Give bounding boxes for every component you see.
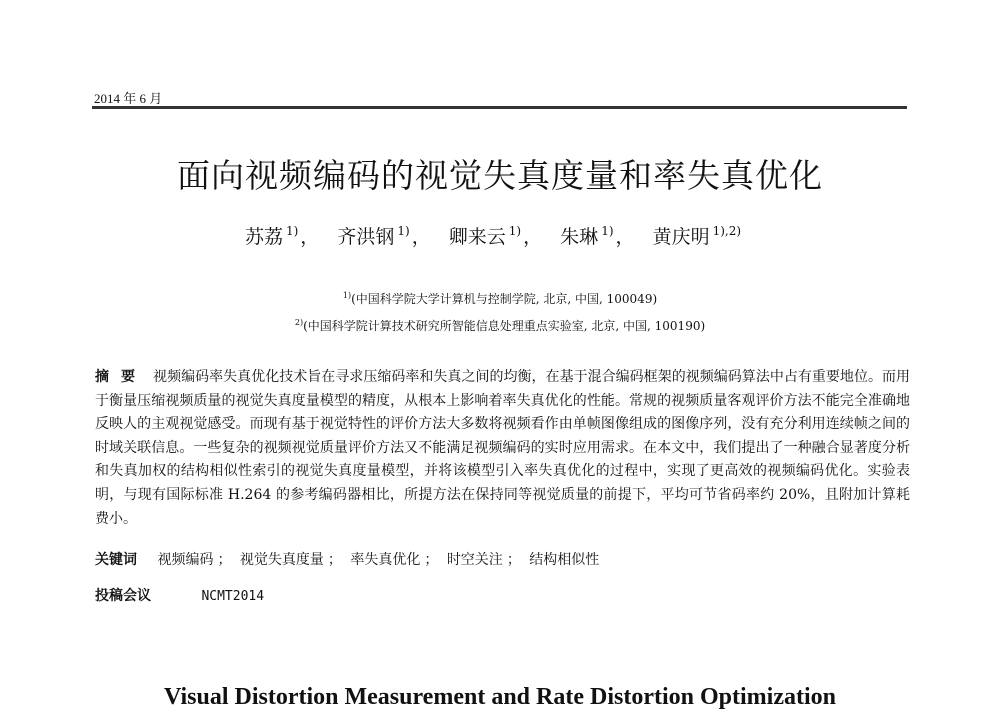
author-affil-mark: 1) (285, 224, 299, 238)
submission-conference (95, 585, 264, 605)
conference-label: 投稿会议 (95, 588, 151, 604)
keyword: 视频编码 (157, 552, 214, 568)
author-separator: ， (300, 226, 320, 248)
affiliation-mark: 2) (294, 318, 304, 327)
author (245, 222, 331, 249)
author (653, 222, 755, 249)
author (337, 222, 442, 249)
author-name: 苏荔 (244, 226, 283, 248)
author-name: 黄庆明 (652, 226, 710, 248)
author (560, 222, 646, 249)
author-list (0, 222, 1000, 249)
keyword-separator: ； (506, 552, 521, 568)
author-separator: ， (615, 226, 635, 248)
keyword: 视觉失真度量 (239, 552, 324, 568)
keyword: 时空关注 (446, 552, 503, 568)
author-affil-mark: 1),2) (712, 224, 742, 238)
conference-value: NCMT2014 (201, 589, 265, 604)
author-affil-mark: 1) (397, 224, 410, 238)
author-affil-mark: 1) (508, 224, 522, 238)
keyword-separator: ； (217, 552, 232, 568)
author (449, 222, 554, 249)
author-affil-mark: 1) (601, 224, 614, 238)
keywords (95, 549, 599, 569)
page-title: 面向视频编码的视觉失真度量和率失真优化 (177, 156, 823, 195)
affiliation-mark: 1) (342, 291, 352, 300)
abstract-text: 视频编码率失真优化技术旨在寻求压缩码率和失真之间的均衡，在基于混合编码框架的视频编码算法中占有重要地位。而用于衡量压缩视频质量的视觉失真度量模型的精度，从根本上影响着率失真优化的性能。常规的视频质量客观评价方法不能完全准确地反映人的主观视觉感受。而现有基于视觉特性的评价方法大多数将视频看作由单帧图像组成的图像序列，没有充分利用连续帧之间的时域关联信息。一些复杂的视频视觉质量评价方法又不能满足视频编码的实时应用需求。在本文中，我们提出了一种融合显著度分析和失真加权的结构相似性索引的视觉失真度量模型，并将该模型引入率失真优化的过程中，实现了更高效的视频编码优化。实验表明，与现有国际标准 H.264 的参考编码器相比，所提方法在保持同等视觉质量的前提下，平均可节省码率约 20%，且附加计算耗费小。 (95, 369, 911, 527)
author-name: 卿来云 (448, 226, 506, 248)
keyword: 结构相似性 (529, 552, 600, 568)
affiliation-2 (0, 317, 1000, 334)
affiliation-text: (中国科学院大学计算机与控制学院, 北京, 中国, 100049) (351, 292, 658, 306)
header-date: 2014 年 6 月 (94, 91, 163, 106)
keyword-separator: ； (327, 552, 342, 568)
author-separator: ， (411, 226, 431, 248)
keywords-label: 关键词 (95, 552, 137, 568)
affiliation-text: (中国科学院计算技术研究所智能信息处理重点实验室, 北京, 中国, 100190) (303, 319, 706, 333)
header-divider (92, 106, 907, 109)
english-title: Visual Distortion Measurement and Rate Distortion Optimization (164, 684, 836, 710)
abstract (95, 366, 910, 531)
abstract-label: 摘要 (95, 369, 148, 385)
keyword: 率失真优化 (350, 552, 421, 568)
keyword-separator: ； (424, 552, 439, 568)
author-name: 朱琳 (560, 226, 599, 248)
author-separator: ， (523, 226, 543, 248)
author-name: 齐洪钢 (337, 226, 395, 248)
affiliation-1 (0, 290, 1000, 307)
